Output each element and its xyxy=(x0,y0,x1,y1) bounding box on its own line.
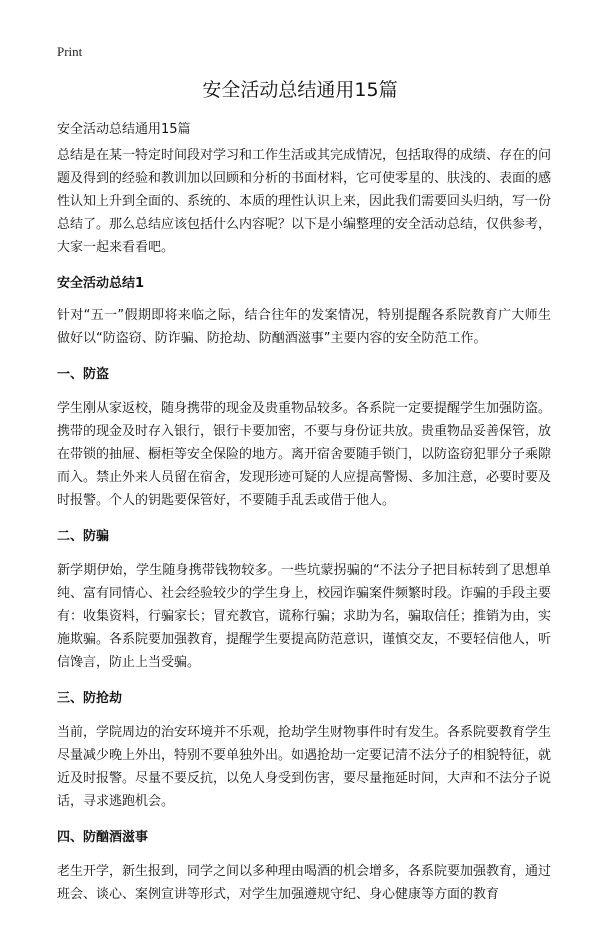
paragraph-clip xyxy=(57,860,551,926)
print-link[interactable]: Print xyxy=(57,44,83,59)
heading-anti-drunkenness: 四、防酗酒滋事 xyxy=(57,830,149,845)
section-intro-paragraph: 针对“五一”假期即将来临之际，结合往年的发案情况，特别提醒各系院教育广大师生做好以“防盗窃、防诈骗、防抢劫、防酗酒滋事”主要内容的安全防范工作。 xyxy=(57,308,551,346)
paragraph-anti-drunkenness: 老生开学，新生报到，同学之间以多种理由喝酒的机会增多，各系院要加强教育，通过班会、谈心、案例宣讲等形式，对学生加强遵规守纪、身心健康等方面的教育 xyxy=(57,864,551,902)
heading-anti-theft: 一、防盗 xyxy=(57,367,110,382)
heading-anti-robbery: 三、防抢劫 xyxy=(57,691,123,706)
document-subtitle: 安全活动总结通用15篇 xyxy=(57,122,191,137)
paragraph-anti-robbery: 当前，学院周边的治安环境并不乐观，抢劫学生财物事件时有发生。各系院要教育学生尽量减少晚上外出，特别不要单独外出。如遇抢劫一定要记清不法分子的相貌特征，就近及时报警。尽量不要反抗，以免人身受到伤害，要尽量拖延时间，大声和不法分子说话，寻求逃跑机会。 xyxy=(57,725,552,809)
heading-anti-fraud: 二、防骗 xyxy=(57,529,110,544)
section-title: 安全活动总结1 xyxy=(57,276,145,291)
paragraph-anti-theft: 学生刚从家返校，随身携带的现金及贵重物品较多。各系院一定要提醒学生加强防盗。携带的现金及时存入银行，银行卡要加密，不要与身份证共放。贵重物品妥善保管，放在带锁的抽屉、橱柜等安全保险的地方。离开宿舍要随手锁门，以防盗窃犯罪分子乘隙而入。禁止外来人员留在宿舍，发现形迹可疑的人应提高警惕、多加注意，必要时要及时报警。个人的钥匙要保管好，不要随手乱丢或借于他人。 xyxy=(57,401,552,508)
document-title: 安全活动总结通用15篇 xyxy=(202,79,398,101)
intro-paragraph: 总结是在某一特定时间段对学习和工作生活或其完成情况，包括取得的成绩、存在的问题及得到的经验和教训加以回顾和分析的书面材料，它可使零星的、肤浅的、表面的感性认知上升到全面的、系统的、本质的理性认识上来，因此我们需要回头归纳，写一份总结了。那么总结应该包括什么内容呢？以下是小编整理的安全活动总结，仅供参考，大家一起来看看吧。 xyxy=(57,148,552,255)
paragraph-anti-fraud: 新学期伊始，学生随身携带钱物较多。一些坑蒙拐骗的“不法分子把目标转到了思想单纯、富有同情心、社会经验较少的学生身上，校园诈骗案件频繁时段。诈骗的手段主要有：收集资料，行骗家长；冒充教官，谎称行骗；求助为名，骗取信任；推销为由，实施欺骗。各系院要加强教育，提醒学生要提高防范意识，谨慎交友，不要轻信他人，听信馋言，防止上当受骗。 xyxy=(57,563,552,670)
document-body xyxy=(57,119,551,926)
